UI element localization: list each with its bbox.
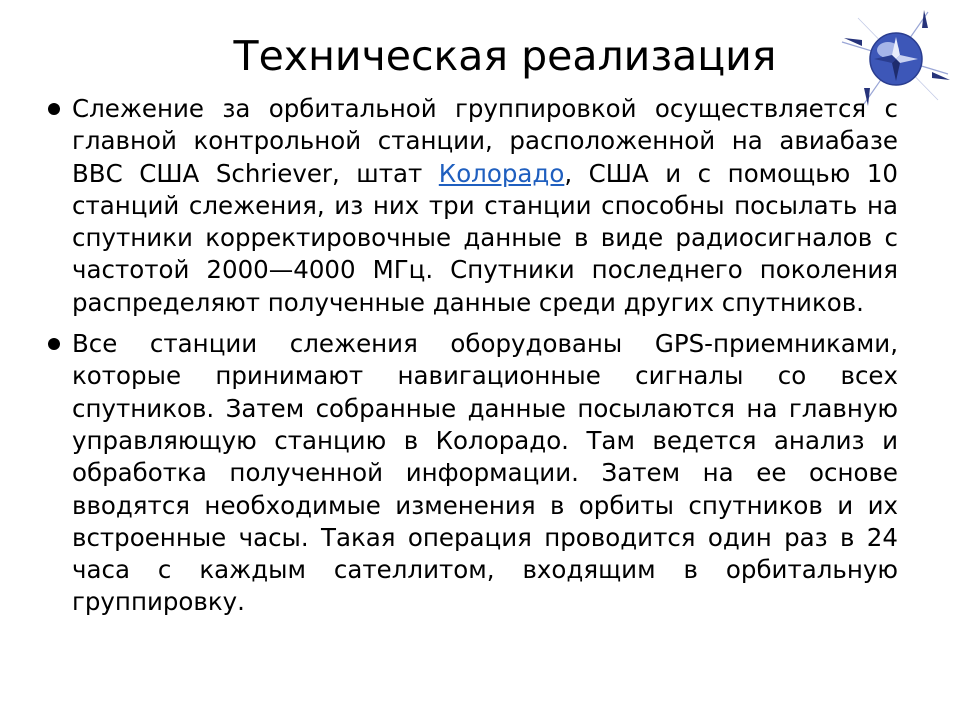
bullet-text-end: , США и с помощью 10 станций слежения, из них три станции способны посылать на спутники корректировочные данные в виде радиосигналов с частотой 2000—4000 МГц. Спутники последнего поколения распределяют полученные данные среди других спутников. [72, 158, 898, 317]
bullet-list [40, 93, 898, 628]
bullet-text-start: Слежение за орбитальной группировкой осуществляется с главной контрольной станции, расположенной на авиабазе ВВС США Schriever, штат [72, 94, 898, 188]
bullet-text: Все станции слежения оборудованы GPS-приемниками, которые принимают навигационные сигналы со всех спутников. Затем собранные данные посылаются на главную управляющую станцию в Колорадо. Там ведется анализ и обработка полученной информации. Затем на ее основе вводятся необходимые изменения в орбиты спутников и их встроенные часы. Такая операция проводится один раз в 24 часа с каждым сателлитом, входящим в орбитальную группировку. [72, 329, 898, 617]
slide-title: Техническая реализация [233, 32, 777, 80]
bullet-item-tracking [40, 93, 898, 319]
colorado-link[interactable]: Колорадо [438, 158, 565, 188]
bullet-dot-icon [48, 103, 60, 115]
bullet-dot-icon [48, 338, 60, 350]
bullet-item-stations [40, 328, 898, 619]
